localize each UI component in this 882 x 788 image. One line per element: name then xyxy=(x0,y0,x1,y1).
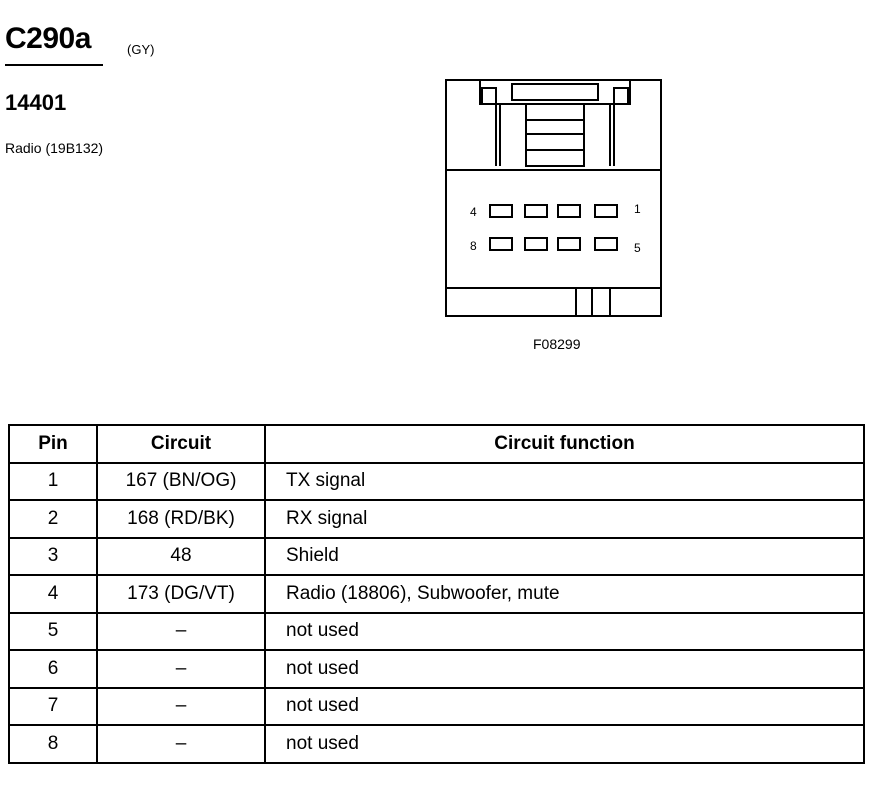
component-name: Radio (19B132) xyxy=(5,140,104,156)
pin-cavity xyxy=(558,238,580,250)
pin-cavity xyxy=(595,238,617,250)
connector-color: (GY) xyxy=(127,42,155,57)
pin-cell: 6 xyxy=(9,650,97,688)
connector-face-diagram xyxy=(440,72,670,320)
table-row xyxy=(9,538,864,576)
table-row xyxy=(9,725,864,763)
pin-cavity xyxy=(558,205,580,217)
table-row xyxy=(9,575,864,613)
circuit-cell: 173 (DG/VT) xyxy=(97,575,265,613)
table-row xyxy=(9,650,864,688)
pin-cavity xyxy=(490,205,512,217)
function-cell: not used xyxy=(265,613,864,651)
circuit-cell: – xyxy=(97,725,265,763)
function-cell: Radio (18806), Subwoofer, mute xyxy=(265,575,864,613)
key-slot xyxy=(576,288,592,316)
function-cell: TX signal xyxy=(265,463,864,501)
function-cell: RX signal xyxy=(265,500,864,538)
function-cell: Shield xyxy=(265,538,864,576)
circuit-cell: – xyxy=(97,613,265,651)
title-underline xyxy=(5,64,103,66)
pin-cell: 5 xyxy=(9,613,97,651)
table-row xyxy=(9,688,864,726)
header-circuit: Circuit xyxy=(97,425,265,463)
pin-cavity xyxy=(525,238,547,250)
pin-cavity xyxy=(525,205,547,217)
function-cell: not used xyxy=(265,725,864,763)
pin-cell: 7 xyxy=(9,688,97,726)
pin-cell: 2 xyxy=(9,500,97,538)
pin-cell: 8 xyxy=(9,725,97,763)
pin-cavity xyxy=(595,205,617,217)
table-header-row xyxy=(9,425,864,463)
circuit-cell: – xyxy=(97,650,265,688)
connector-body xyxy=(446,80,661,316)
pin-label-8: 8 xyxy=(470,239,477,253)
pin-cavity xyxy=(490,238,512,250)
pin-label-5: 5 xyxy=(634,241,641,255)
figure-code: F08299 xyxy=(533,336,581,352)
header-function: Circuit function xyxy=(265,425,864,463)
function-cell: not used xyxy=(265,650,864,688)
pin-label-4: 4 xyxy=(470,205,477,219)
circuit-cell: 48 xyxy=(97,538,265,576)
circuit-cell: 167 (BN/OG) xyxy=(97,463,265,501)
pin-label-1: 1 xyxy=(634,202,641,216)
circuit-cell: – xyxy=(97,688,265,726)
pin-cell: 4 xyxy=(9,575,97,613)
circuit-cell: 168 (RD/BK) xyxy=(97,500,265,538)
table-row xyxy=(9,613,864,651)
connector-id: C290a xyxy=(5,22,91,55)
pinout-table xyxy=(8,424,865,764)
component-number: 14401 xyxy=(5,90,67,115)
pin-cell: 3 xyxy=(9,538,97,576)
table-row xyxy=(9,463,864,501)
header-pin: Pin xyxy=(9,425,97,463)
table-row xyxy=(9,500,864,538)
pin-cell: 1 xyxy=(9,463,97,501)
function-cell: not used xyxy=(265,688,864,726)
